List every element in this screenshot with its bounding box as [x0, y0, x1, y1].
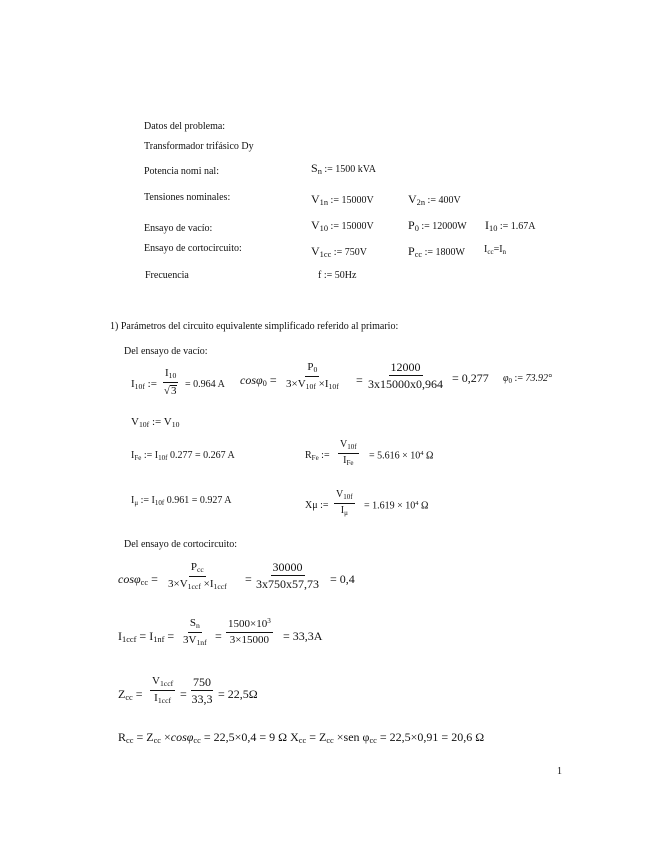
vacio-label: Ensayo de vacío: [144, 223, 213, 234]
zcc-result: = 22,5Ω [218, 687, 258, 701]
cos-phicc-result: = 0,4 [330, 572, 355, 586]
xmu-fraction: $\frac{V_{10f}}{I_\mu}$ [336, 489, 353, 517]
cos-phi0-numeric [368, 361, 443, 390]
equals-sign: = [215, 629, 222, 643]
cos-phicc-lhs: cosφ$_{cc}$ = [118, 572, 158, 588]
v10-value: 15000V [341, 221, 374, 232]
cc-subheading: Del ensayo de cortocircuito: [124, 539, 238, 550]
i10-value: 1.67A [510, 221, 536, 232]
cos-phicc-numerator: 30000 [272, 560, 303, 574]
i1ccf-lhs: $I_{1ccf} = I_{1nf}$ = [118, 629, 175, 645]
page-number: 1 [557, 766, 562, 777]
f-equation: f := 50Hz [318, 270, 357, 281]
equals-sign: = [245, 572, 252, 586]
icc-equation: $I_{cc}=I_n$ [484, 244, 507, 256]
zcc-symbolic: $V_{1ccf}$ $I_{1ccf}$ [152, 675, 174, 705]
i10-equation: $I_{10}$ := 1.67A [485, 218, 536, 234]
v1cc-equation: $V_{1cc}$ := 750V [311, 244, 367, 260]
section1-heading: 1) Parámetros del circuito equivalente simplificado referido al primario: [110, 321, 399, 332]
cos-phicc-numeric [256, 561, 319, 590]
rfe-value: = $5.616 \times 10^4$ Ω [369, 450, 434, 462]
equals-sign: = [356, 373, 363, 387]
v2n-value: 400V [438, 195, 461, 206]
sn-value: 1500 kVA [335, 164, 376, 175]
i1ccf-numeric: $\frac{1500\times 10^3}{3\times 15000}$ [228, 617, 271, 646]
frecuencia-label: Frecuencia [145, 270, 189, 281]
zcc-numeric: $\frac{750}{33,3}$ [191, 675, 213, 706]
rcc-xcc-equation: $R_{cc} = Z_{cc} \times\cos\varphi_{cc} = 22,5\times 0,4 = 9$ Ω $X_{cc} = Z_{cc} \times sen$ $\varphi_{cc} = 22,5\times 0,91 = 20,6$ Ω [118, 730, 485, 746]
tensiones-label: Tensiones nominales: [144, 192, 231, 203]
sn-equation: $S_n$ := 1500 kVA [311, 161, 376, 177]
cos-phicc-symbolic: $P_{cc}$ $3\times V_{1ccf} \times I_{1ccf}$ [168, 561, 227, 591]
vacio-subheading: Del ensayo de vacío: [124, 346, 208, 357]
pcc-value: 1800W [435, 247, 465, 258]
cc-label: Ensayo de cortocircuito: [144, 243, 242, 254]
imu-equation: $I_\mu$ := $I_{10f}$ 0.961 = 0.927 A [131, 495, 232, 507]
v1cc-value: 750V [344, 247, 367, 258]
xcc-result: = 22,5×0,91 = 20,6 Ω [379, 730, 485, 744]
datos-title: Datos del problema: [144, 121, 226, 132]
v10f-equation: $V_{10f}$ := $V_{10}$ [131, 416, 180, 429]
phi0-equation: $\varphi_0$ := 73.92° [503, 373, 552, 385]
v1n-equation: $V_{1n}$ := 15000V [311, 192, 374, 208]
rfe-lhs: $R_{Fe}$ := [305, 450, 330, 462]
transformer-type: Transformador trifásico Dy [144, 141, 254, 152]
cos-phi0-numerator: 12000 [390, 360, 421, 374]
potencia-label: Potencia nomi nal: [144, 166, 219, 177]
rfe-fraction: $V_{10f}$ $I_{Fe}$ [340, 439, 357, 467]
icc-value: I [499, 244, 503, 255]
i10f-lhs: $I_{10f}$ := [131, 378, 157, 391]
v1n-value: 15000V [341, 195, 374, 206]
p0-equation: $P_0$ := 12000W [408, 218, 467, 234]
cos-phi0-symbolic: $\frac{P_0}{3\times V_{10f} \times I_{10f}}$ [286, 361, 339, 391]
i10f-fraction: $\frac{I_{10}}{√3}$ [163, 367, 177, 397]
xmu-lhs: Xμ := [305, 500, 329, 511]
v2n-equation: $V_{2n}$ := 400V [408, 192, 461, 208]
i10f-value: = 0.964 A [185, 379, 225, 390]
zcc-lhs: $Z_{cc}$ = [118, 687, 143, 703]
cos-phi0-denominator: 3x15000x0,964 [368, 377, 443, 391]
pcc-equation: $P_{cc}$ := 1800W [408, 244, 465, 260]
i1ccf-symbolic: $\frac{S_n}{3V_{1nf}}$ [183, 617, 207, 647]
f-value: 50Hz [334, 270, 357, 281]
v10-equation: $V_{10}$ := 15000V [311, 218, 374, 234]
cos-phi0-result: = 0,277 [452, 371, 489, 385]
p0-value: 12000W [432, 221, 467, 232]
equals-sign: = [180, 687, 187, 701]
i1ccf-result: = 33,3A [283, 629, 323, 643]
cos-phi0-lhs: cosφ$_0$ = [240, 373, 277, 389]
cos-phicc-denominator: 3x750x57,73 [256, 577, 319, 591]
xmu-value: = $1.619 \times 10^4$ Ω [364, 500, 429, 512]
rcc-result: = 22,5×0,4 = 9 Ω [203, 730, 288, 744]
ife-equation: $I_{Fe}$ := $I_{10f}$ 0.277 = 0.267 A [131, 450, 235, 462]
